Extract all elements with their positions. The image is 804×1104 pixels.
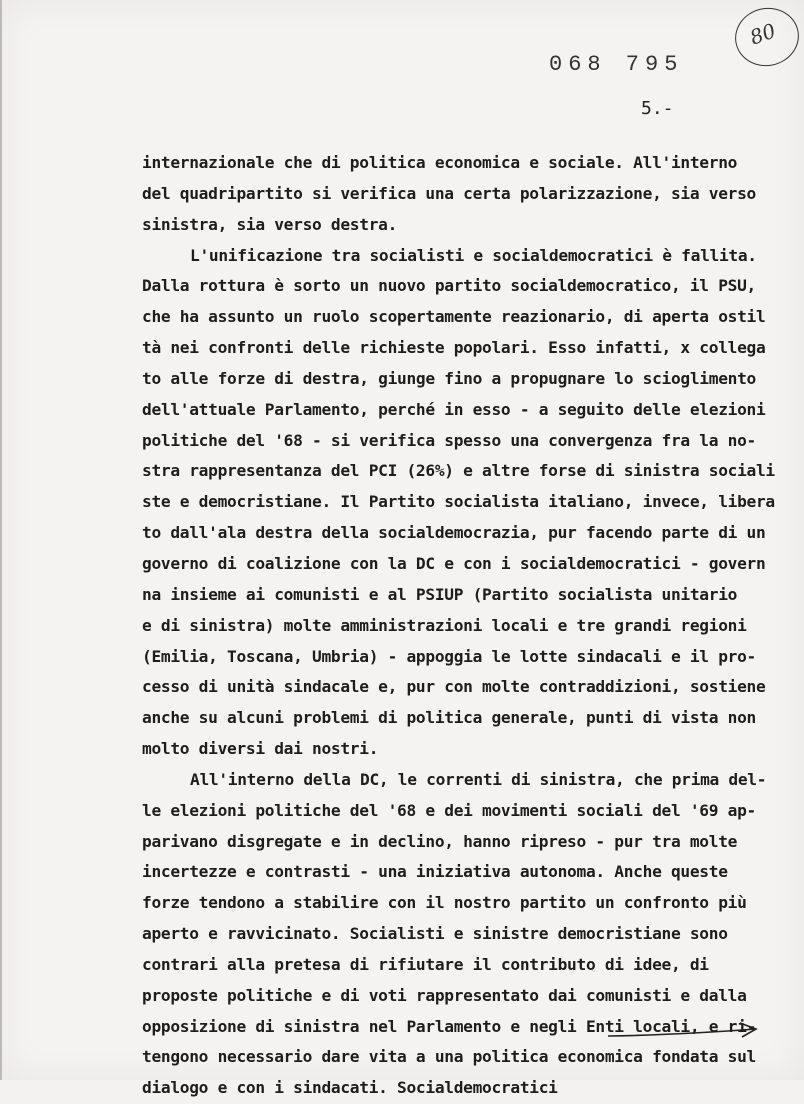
text-line: dialogo e con i sindacati. Socialdemocratici [142,1078,558,1098]
text-line: (Emilia, Toscana, Umbria) - appoggia le lotte sindacali e il pro- [142,646,756,666]
text-line: e di sinistra) molte amministrazioni locali e tre grandi regioni [142,615,747,635]
page-number: 5.- [641,98,674,119]
text-line: del quadripartito si verifica una certa polarizzazione, sia verso [142,183,756,203]
text-line: proposte politiche e di voti rappresentato dai comunisti e dalla [142,985,747,1005]
text-line: tà nei confronti delle richieste popolari. Esso infatti, x collega [142,338,766,358]
continuation-arrow-icon [606,1021,760,1043]
text-line: ste e democristiane. Il Partito socialista italiano, invece, libera [142,492,775,512]
text-line: to dall'ala destra della socialdemocrazia, pur facendo parte di un [142,523,766,543]
archive-number: 068 795 [549,52,684,77]
text-line: Dalla rottura è sorto un nuovo partito socialdemocratico, il PSU, [142,276,756,296]
text-line: governo di coalizione con la DC e con i socialdemocratici - govern [142,553,766,573]
text-line: le elezioni politiche del '68 e dei movimenti sociali del '69 ap- [142,800,756,820]
text-line: sinistra, sia verso destra. [142,214,398,234]
text-line: stra rappresentanza del PCI (26%) e altre forse di sinistra sociali [142,461,775,481]
text-line: L'unificazione tra socialisti e socialdemocratici è fallita. [190,245,757,265]
text-line: parivano disgregate e in declino, hanno ripreso - pur tra molte [142,831,738,851]
text-line: internazionale che di politica economica e sociale. All'interno [142,153,738,172]
text-line: forze tendono a stabilire con il nostro partito un confronto più [142,893,747,913]
text-line: contrari alla pretesa di rifiutare il contributo di idee, di [142,954,709,974]
text-line: politiche del '68 - si verifica spesso una convergenza fra la no- [142,430,756,450]
text-line: All'interno della DC, le correnti di sinistra, che prima del- [190,769,767,789]
text-line: na insieme ai comunisti e al PSIUP (Partito socialista unitario [142,584,738,604]
text-line: cesso di unità sindacale e, pur con molte contraddizioni, sostiene [142,677,766,697]
text-line: tengono necessario dare vita a una politica economica fondata sul [142,1047,756,1067]
text-line: to alle forze di destra, giunge fino a propugnare lo scioglimento [142,368,756,388]
text-line: opposizione di sinistra nel Parlamento e negli Enti locali, e ri- [142,1016,756,1036]
text-line: incertezze e contrasti - una iniziativa autonoma. Anche queste [142,862,728,882]
text-line: anche su alcuni problemi di politica generale, punti di vista non [142,708,756,728]
typed-text-body [142,148,802,1104]
text-line: che ha assunto un ruolo scopertamente reazionario, di aperta ostil [142,307,766,327]
scan-edge [0,0,2,1080]
text-line: aperto e ravvicinato. Socialisti e sinistre democristiane sono [142,924,728,944]
folio-number: 80 [746,18,779,50]
text-line: molto diversi dai nostri. [142,739,379,759]
text-line: dell'attuale Parlamento, perché in esso - a seguito delle elezioni [142,399,766,419]
